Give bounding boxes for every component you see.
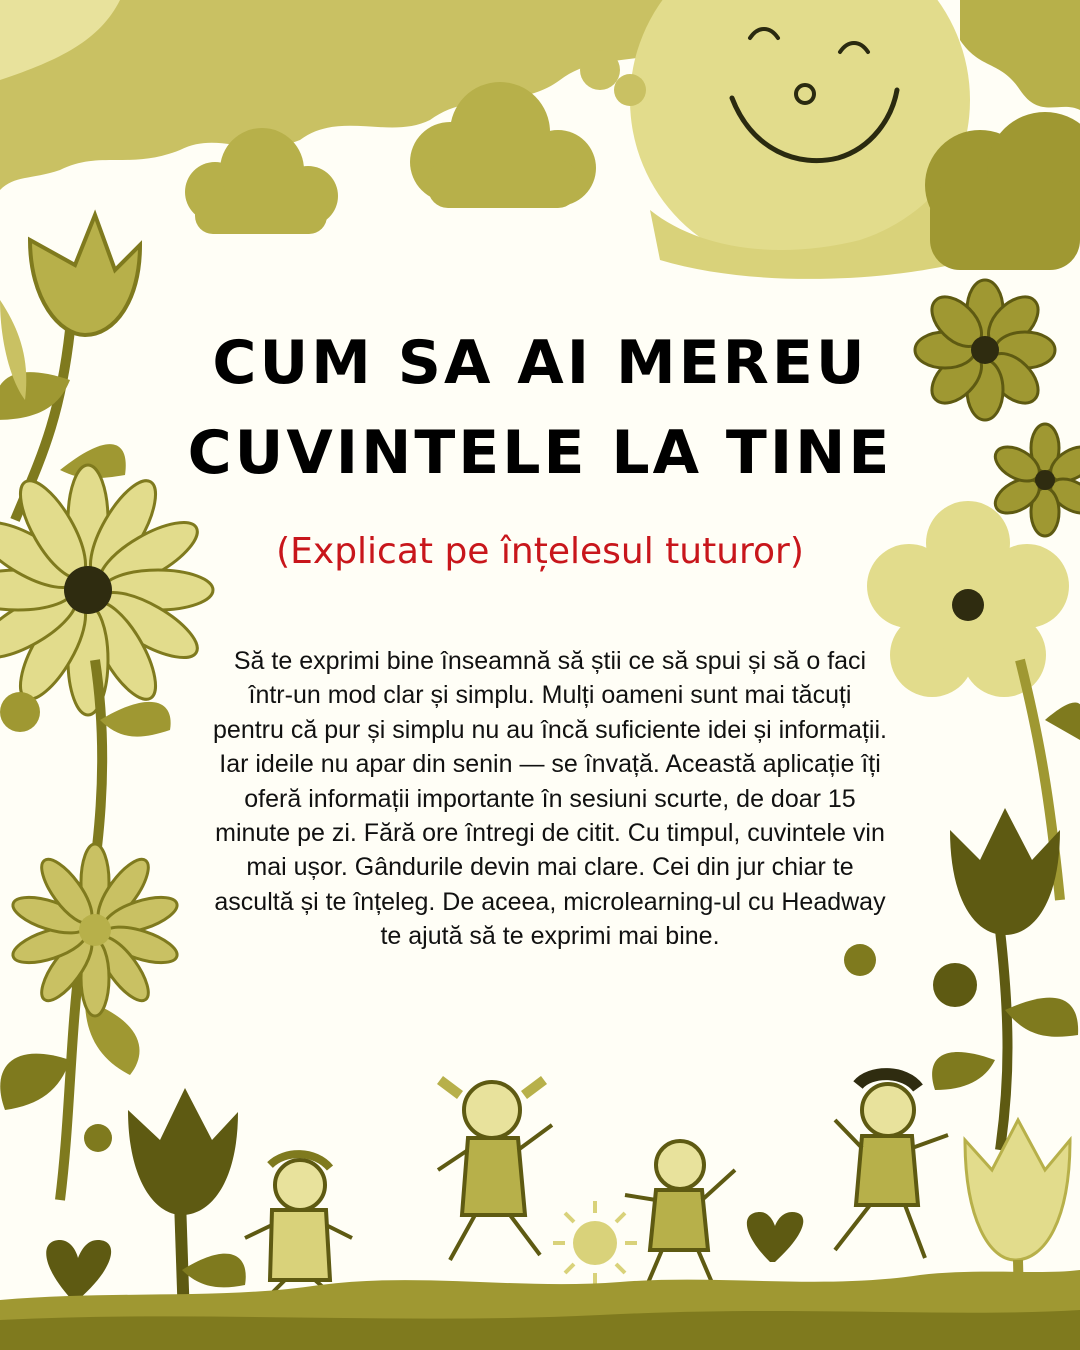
subtitle: (Explicat pe înțelesul tuturor) xyxy=(276,531,804,572)
cloud-icon xyxy=(185,128,338,234)
heart-icon xyxy=(46,1240,111,1300)
stem-leaf xyxy=(0,1054,70,1110)
sun-icon xyxy=(553,1201,637,1285)
stem-leaf xyxy=(1045,703,1080,740)
child-figure-icon xyxy=(245,1154,352,1300)
smiling-sun-icon xyxy=(630,0,970,279)
top-right-crayon-scribble xyxy=(960,0,1080,110)
child-figure-icon xyxy=(835,1074,948,1258)
daisy-icon xyxy=(0,465,213,715)
child-figure-icon xyxy=(625,1141,735,1292)
crayon-dot xyxy=(933,963,977,1007)
crayon-dot xyxy=(84,1124,112,1152)
stem-leaf xyxy=(100,702,171,737)
crayon-dot xyxy=(0,692,40,732)
title-line-1: CUM SA AI MEREU xyxy=(212,328,868,398)
child-figure-icon xyxy=(438,1080,552,1260)
flower-icon xyxy=(990,424,1080,536)
body-paragraph: Să te exprimi bine înseamnă să știi ce să spui și să o faci într-un mod clar și simplu. Mulți oameni sunt mai tăcuți pentru că pur și simplu nu au încă suficiente idei și informații. Iar ideile nu apar din senin — se învață. Această aplicație îți oferă informații importante în sesiuni scurte, de doar 15 minute pe zi. Fără ore întregi de citit. Cu timpul, cuvintele vin mai ușor. Gândurile devin mai clare. Cei din jur chiar te ascultă și te înțeleg. De aceea, microlearning-ul cu Headway te ajută să te exprimi mai bine. xyxy=(213,647,887,951)
title-line-2: CUVINTELE LA TINE xyxy=(187,418,893,488)
daisy-icon xyxy=(9,844,181,1016)
page-title xyxy=(90,318,990,498)
heart-icon xyxy=(747,1212,803,1262)
